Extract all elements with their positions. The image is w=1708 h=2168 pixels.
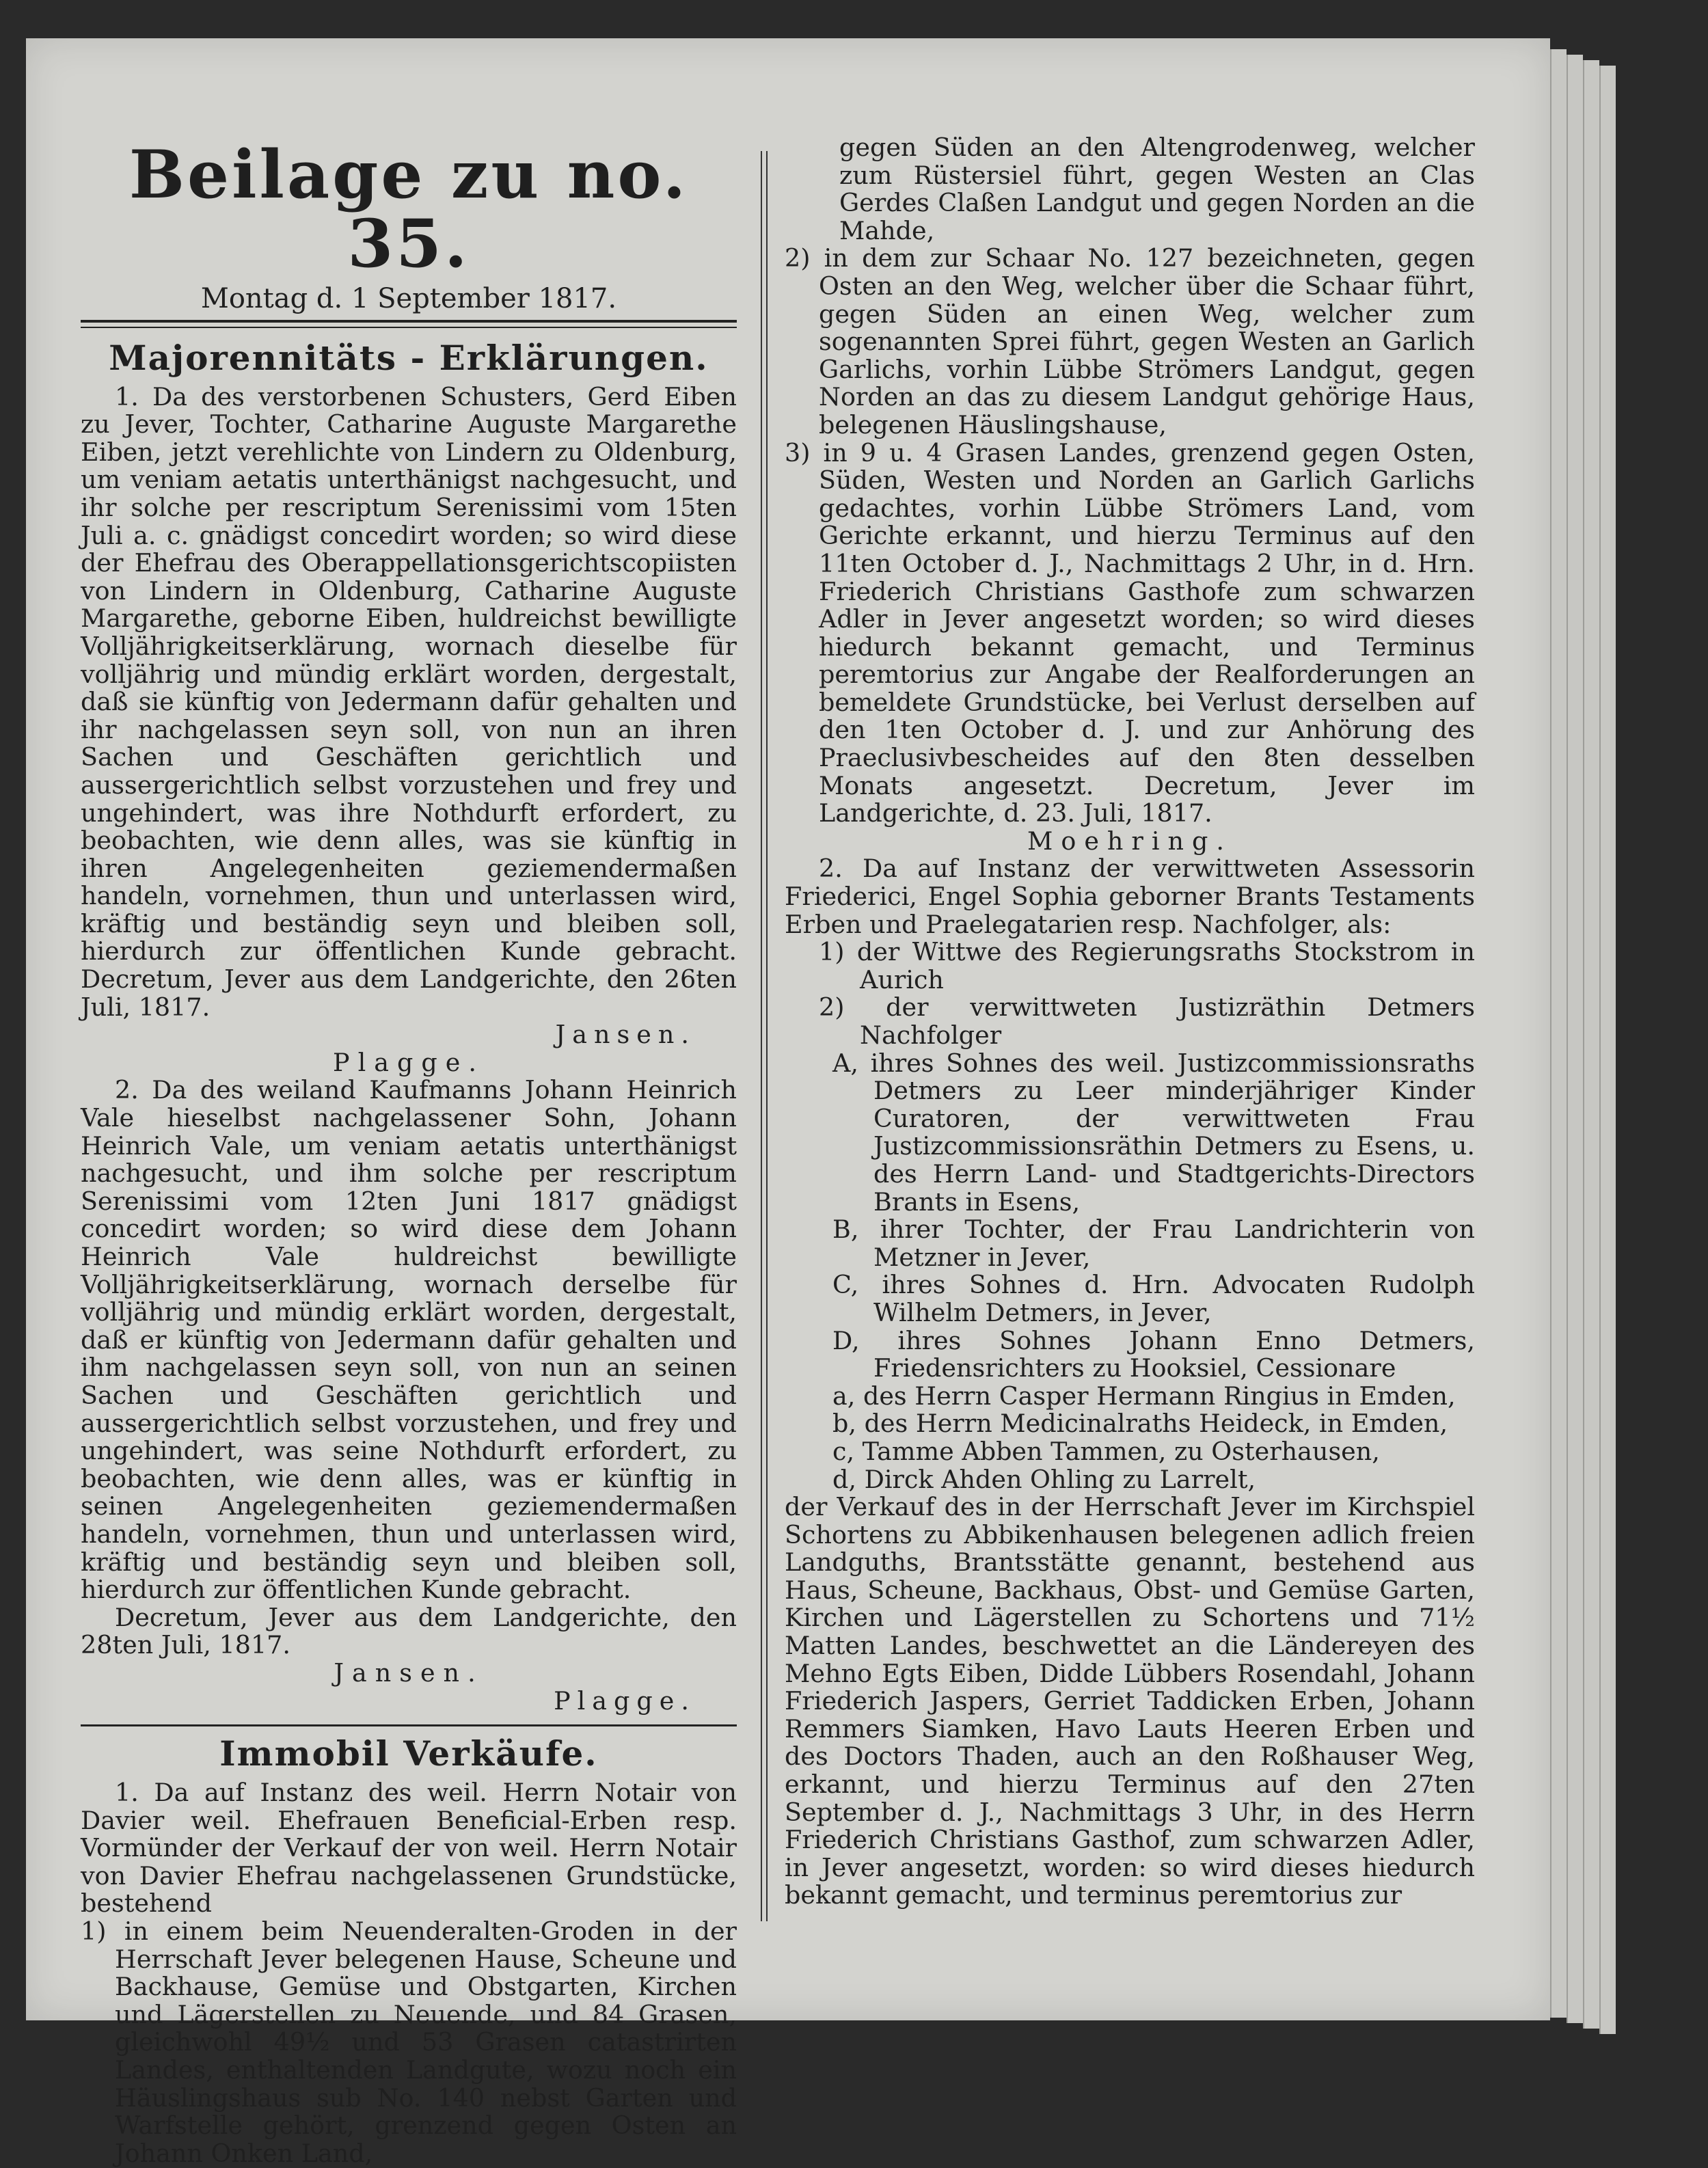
masthead-date: Montag d. 1 September 1817. xyxy=(200,282,617,314)
sale-1-intro: 1. Da auf Instanz des weil. Herrn Notair von Davier weil. Ehefrauen Beneficial-Erben resp. Vormünder der Verkauf der von weil. Herrn Notair von Davier Ehefrau nachgelassenen Grundstücke, bestehend xyxy=(81,1778,737,1919)
notice-2-decree: Decretum, Jever aus dem Landgerichte, den 28ten Juli, 1817. xyxy=(81,1602,737,1660)
notice-1: 1. Da des verstorbenen Schusters, Gerd Eiben zu Jever, Tochter, Catharine Auguste Margarethe Eiben, jetzt verehlichte von Lindern zu Oldenburg, um veniam aetatis unterthänigst nachgesucht, und ihr solche per rescriptum Serenissimi vom 15ten Juli a. c. gnädigst concedirt worden; so wird diese der Ehefrau des Oberappellationsgerichtscopiisten von Lindern in Oldenburg, Catharine Auguste Margarethe, geborne Eiben, huldreichst bewilligte Volljährigkeitserklärung, wornach dieselbe für volljährig und mündig erklärt worden, dergestalt, daß sie künftig von Jedermann dafür gehalten und ihr nachgelassen seyn soll, von nun an ihren Sachen und Geschäften gerichtlich und aussergerichtlich selbst vorzustehen und frey und ungehindert, was ihre Nothdurft erfordert, zu beobachten, wie denn alles, was sie künftig in ihren Angelegenheiten geziemendermaßen handeln, vornehmen, thun und unterlassen wird, kräftig und beständig seyn und bleiben soll, hierdurch zur öffentlichen Kunde gebracht. Decretum, Jever aus dem Landgerichte, den 26ten Juli, 1817. xyxy=(81,381,737,1022)
page-edge xyxy=(1583,60,1599,2029)
sale-1-continuation: gegen Süden an den Altengrodenweg, welcher zum Rüstersiel führt, gegen Westen an Clas Gerdes Claßen Landgut und gegen Norden an die Mahde, xyxy=(839,133,1475,245)
sale-2-party-1: 1) der Wittwe des Regierungsraths Stockstrom in Aurich xyxy=(819,937,1475,994)
masthead xyxy=(81,136,737,314)
page-edge xyxy=(1567,55,1583,2023)
newspaper-page xyxy=(26,38,1550,2168)
section-heading-immobil: Immobil Verkäufe. xyxy=(219,1733,598,1774)
page-edge xyxy=(1599,66,1616,2034)
sale-2-party-C: C, ihres Sohnes d. Hrn. Advocaten Rudolph Wilhelm Detmers, in Jever, xyxy=(832,1270,1475,1327)
signature-moehring: Moehring. xyxy=(1027,826,1233,856)
masthead-rule xyxy=(81,320,737,328)
sale-2-party-B: B, ihrer Tochter, der Frau Landrichterin von Metzner in Jever, xyxy=(832,1215,1475,1272)
sale-2-party-d: d, Dirck Ahden Ohling zu Larrelt, xyxy=(832,1464,1256,1494)
sale-2-party-A: A, ihres Sohnes des weil. Justizcommissionsraths Detmers zu Leer minderjähriger Kinder Curatoren, der verwittweten Frau Justizcommissionsräthin Detmers zu Esens, u. des Herrn Land- und Stadtgerichts-Directors Brants in Esens, xyxy=(832,1048,1475,1217)
sale-1-item-1: 1) in einem beim Neuenderalten-Groden in der Herrschaft Jever belegenen Hause, Scheune und Backhause, Gemüse und Obstgarten, Kirchen und Lägerstellen zu Neuende, und 84 Grasen, gleichwohl 49½ und 53 Grasen catastrirten Landes, enthaltenden Landgute, wozu noch ein Häuslingshaus sub No. 140 nebst Garten und Warfstelle gehört, grenzend gegen Osten an Johann Onken Land, xyxy=(81,1916,737,2168)
column-divider xyxy=(761,151,768,1921)
sale-2-party-2: 2) der verwittweten Justizräthin Detmers Nachfolger xyxy=(819,992,1475,1050)
notice-2-signature-plagge: Plagge. xyxy=(554,1685,696,1716)
right-column xyxy=(785,134,1475,1910)
masthead-title: Beilage zu no. 35. xyxy=(128,136,689,282)
notice-2-signature-jansen: Jansen. xyxy=(334,1657,484,1688)
notice-1-signature-jansen: Jansen. xyxy=(555,1020,696,1050)
notice-1-signature-plagge: Plagge. xyxy=(333,1047,485,1077)
left-column xyxy=(81,136,737,2168)
notice-2: 2. Da des weiland Kaufmanns Johann Heinrich Vale hieselbst nachgelassener Sohn, Johann Heinrich Vale, um veniam aetatis unterthänigst nachgesucht, und ihm solche per rescriptum Serenissimi vom 12ten Juni 1817 gnädigst concedirt worden; so wird diese dem Johann Heinrich Vale huldreichst bewilligte Volljährigkeitserklärung, wornach derselbe für volljährig und mündig erklärt worden, dergestalt, daß er künftig von Jedermann dafür gehalten und ihm nachgelassen seyn soll, von nun an seinen Sachen und Geschäften gerichtlich und aussergerichtlich selbst vorzustehen, und frey und ungehindert, was seine Nothdurft erfordert, zu beobachten, wie denn alles, was er künftig in seinen Angelegenheiten geziemendermaßen handeln, vornehmen, thun und unterlassen wird, kräftig und beständig seyn und bleiben soll, hierdurch zur öffentlichen Kunde gebracht. xyxy=(81,1075,737,1605)
sale-1-item-2: 2) in dem zur Schaar No. 127 bezeichneten, gegen Osten an den Weg, welcher über die Schaar führt, gegen Süden an einen Weg, welcher zum sogenannten Sprei führt, gegen Westen an Garlich Garlichs, vorhin Lübbe Strömers Landgut, gegen Norden an das zu diesem Landgut gehörige Haus, belegenen Häuslingshause, xyxy=(785,243,1475,439)
sale-2-party-c: c, Tamme Abben Tammen, zu Osterhausen, xyxy=(832,1436,1380,1466)
sale-2-party-D: D, ihres Sohnes Johann Enno Detmers, Friedensrichters zu Hooksiel, Cessionare xyxy=(832,1325,1475,1383)
sale-2-party-b: b, des Herrn Medicinalraths Heideck, in Emden, xyxy=(832,1409,1448,1439)
section-heading-majorennitaet: Majorennitäts - Erklärungen. xyxy=(109,337,709,378)
sale-2-intro: 2. Da auf Instanz der verwittweten Assessorin Friederici, Engel Sophia geborner Brants Testaments Erben und Praelegatarien resp. Nachfolger, als: xyxy=(785,854,1475,939)
section-rule xyxy=(81,1724,737,1726)
page-edge xyxy=(1550,49,1567,2018)
sale-2-party-a: a, des Herrn Casper Hermann Ringius in Emden, xyxy=(832,1381,1456,1411)
sale-1-item-3: 3) in 9 u. 4 Grasen Landes, grenzend gegen Osten, Süden, Westen und Norden an Garlich Garlichs gedachtes, vorhin Lübbe Strömers Land, vom Gerichte erkannt, und hierzu Terminus auf den 11ten October d. J., Nachmittags 2 Uhr, in d. Hrn. Friederich Christians Gasthofe zum schwarzen Adler in Jever angesetzt worden; so wird dieses hiedurch bekannt gemacht, und Terminus peremtorius zur Angabe der Realforderungen an bemeldete Grundstücke, bei Verlust derselben auf den 1ten October d. J. und zur Anhörung des Praeclusivbescheides auf den 8ten desselben Monats angesetzt. Decretum, Jever im Landgerichte, d. 23. Juli, 1817. xyxy=(785,437,1475,828)
sale-2-body: der Verkauf des in der Herrschaft Jever im Kirchspiel Schortens zu Abbikenhausen belegenen adlich freien Landguths, Brantsstätte genannt, bestehend aus Haus, Scheune, Backhaus, Obst- und Gemüse Garten, Kirchen und Lägerstellen zu Schortens und 71½ Matten Landes, beschwettet an die Ländereyen des Mehno Egts Eiben, Didde Lübbers Rosendahl, Johann Friederich Jaspers, Gerriet Taddicken Erben, Johann Remmers Siamken, Havo Lauts Heeren Erben und des Doctors Thaden, auch an den Roßhauser Weg, erkannt, und hierzu Terminus auf den 27ten September d. J., Nachmittags 3 Uhr, in des Herrn Friederich Christians Gasthof, zum schwarzen Adler, in Jever angesetzt, worden: so wird dieses hiedurch bekannt gemacht, und terminus peremtorius zur xyxy=(785,1492,1475,1910)
